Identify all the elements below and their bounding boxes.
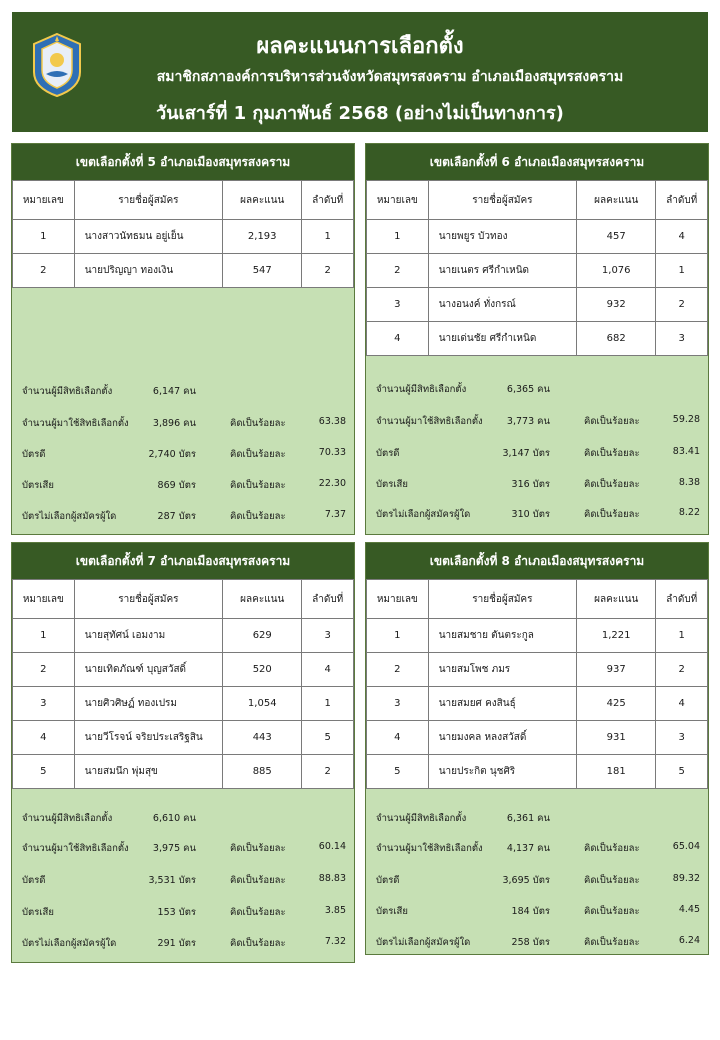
percent-label: คิดเป็นร้อยละ	[584, 416, 640, 427]
candidate-name: นายประกิต นุชศิริ	[428, 755, 576, 789]
candidate-table	[12, 579, 354, 789]
percent-label: คิดเป็นร้อยละ	[584, 843, 640, 854]
table-row	[367, 721, 708, 755]
summary-bad-row	[12, 905, 354, 921]
percent-label: คิดเป็นร้อยละ	[584, 448, 640, 459]
percent-label: คิดเป็นร้อยละ	[230, 875, 286, 886]
candidate-rank: 2	[302, 254, 354, 288]
summary-value: 6,610 คน	[152, 813, 196, 824]
col-score-header: ผลคะแนน	[223, 580, 302, 619]
summary-novote-row	[366, 507, 708, 523]
percent-label: คิดเป็นร้อยละ	[230, 449, 286, 460]
table-row	[13, 220, 354, 254]
candidate-rank: 3	[656, 721, 708, 755]
table-row	[13, 721, 354, 755]
summary-bad-row	[366, 904, 708, 920]
summary-label: บัตรไม่เลือกผู้สมัครผู้ใด	[22, 511, 117, 522]
candidate-rank: 3	[302, 619, 354, 653]
candidate-no: 3	[367, 288, 429, 322]
summary-novote-row	[366, 935, 708, 951]
col-score-header: ผลคะแนน	[577, 580, 656, 619]
candidate-no: 2	[13, 653, 75, 687]
table-row	[367, 288, 708, 322]
summary-value: 184 บัตร	[511, 906, 550, 917]
candidate-table	[12, 180, 354, 288]
candidate-name: นายเนตร ศรีกำเหนิด	[428, 254, 576, 288]
candidate-no: 4	[13, 721, 75, 755]
percent-label: คิดเป็นร้อยละ	[230, 511, 286, 522]
candidate-no: 4	[367, 322, 429, 356]
col-no-header: หมายเลข	[367, 181, 429, 220]
summary-label: บัตรไม่เลือกผู้สมัครผู้ใด	[376, 509, 471, 520]
summary-label: บัตรไม่เลือกผู้สมัครผู้ใด	[376, 937, 471, 948]
candidate-table	[366, 579, 708, 789]
percent-value: 70.33	[318, 447, 346, 458]
summary-label: บัตรดี	[376, 875, 400, 886]
candidate-score: 937	[577, 653, 656, 687]
col-rank-header: ลำดับที่	[656, 580, 708, 619]
candidate-name: นายสมชาย ตันตระกูล	[428, 619, 576, 653]
candidate-score: 547	[223, 254, 302, 288]
summary-value: 291 บัตร	[157, 938, 196, 949]
candidate-rank: 4	[656, 687, 708, 721]
summary-voters-row	[366, 414, 708, 430]
candidate-rank: 1	[302, 687, 354, 721]
percent-value: 8.22	[678, 507, 700, 518]
percent-value: 60.14	[318, 841, 346, 852]
table-row	[367, 322, 708, 356]
summary-value: 3,147 บัตร	[502, 448, 550, 459]
candidate-score: 885	[223, 755, 302, 789]
candidate-name: นางสาวนัทธมน อยู่เย็น	[74, 220, 222, 254]
summary-good-row	[12, 873, 354, 889]
table-row	[367, 220, 708, 254]
candidate-no: 3	[367, 687, 429, 721]
summary-value: 6,365 คน	[506, 384, 550, 395]
table-row	[367, 619, 708, 653]
candidate-rank: 2	[302, 755, 354, 789]
summary-label: บัตรเสีย	[376, 479, 408, 490]
candidate-score: 931	[577, 721, 656, 755]
percent-value: 6.24	[678, 935, 700, 946]
candidate-rank: 2	[656, 288, 708, 322]
district-8-panel	[365, 542, 709, 955]
percent-label: คิดเป็นร้อยละ	[584, 509, 640, 520]
candidate-name: นายมงคล หลงสวัสดิ์	[428, 721, 576, 755]
percent-value: 63.38	[318, 416, 346, 427]
page-header	[12, 12, 708, 132]
percent-label: คิดเป็นร้อยละ	[230, 843, 286, 854]
election-date: วันเสาร์ที่ 1 กุมภาพันธ์ 2568 (อย่างไม่เป็นทางการ)	[156, 103, 564, 124]
summary-label: จำนวนผู้มีสิทธิเลือกตั้ง	[22, 813, 113, 824]
summary-value: 3,773 คน	[506, 416, 550, 427]
candidate-name: นายสมยศ คงสินธุ์	[428, 687, 576, 721]
table-row	[13, 653, 354, 687]
candidate-name: นายศิวศิษฏ์ ทองเปรม	[74, 687, 222, 721]
candidate-no: 1	[367, 220, 429, 254]
percent-label: คิดเป็นร้อยละ	[230, 938, 286, 949]
candidate-rank: 5	[302, 721, 354, 755]
candidate-name: นายเด่นชัย ศรีกำเหนิด	[428, 322, 576, 356]
col-name-header: รายชื่อผู้สมัคร	[74, 580, 222, 619]
percent-value: 7.32	[324, 936, 346, 947]
candidate-score: 682	[577, 322, 656, 356]
summary-eligible-row	[12, 384, 354, 400]
summary-label: บัตรเสีย	[376, 906, 408, 917]
table-row	[13, 254, 354, 288]
candidate-name: นายสมนึก พุ่มสุข	[74, 755, 222, 789]
summary-label: จำนวนผู้มาใช้สิทธิเลือกตั้ง	[22, 843, 129, 854]
summary-value: 3,975 คน	[152, 843, 196, 854]
summary-bad-row	[12, 478, 354, 494]
summary-value: 3,531 บัตร	[148, 875, 196, 886]
summary-label: จำนวนผู้มาใช้สิทธิเลือกตั้ง	[376, 843, 483, 854]
summary-novote-row	[12, 936, 354, 952]
table-row	[367, 687, 708, 721]
col-rank-header: ลำดับที่	[302, 181, 354, 220]
table-row	[367, 254, 708, 288]
candidate-no: 4	[367, 721, 429, 755]
summary-eligible-row	[366, 382, 708, 398]
summary-label: จำนวนผู้มาใช้สิทธิเลือกตั้ง	[376, 416, 483, 427]
summary-value: 6,361 คน	[506, 813, 550, 824]
candidate-name: นายวีโรจน์ จริยประเสริฐสิน	[74, 721, 222, 755]
table-row	[13, 755, 354, 789]
col-score-header: ผลคะแนน	[223, 181, 302, 220]
col-no-header: หมายเลข	[13, 181, 75, 220]
candidate-no: 2	[367, 254, 429, 288]
table-header-row	[13, 580, 354, 619]
summary-label: บัตรเสีย	[22, 480, 54, 491]
table-row	[13, 619, 354, 653]
district-7-panel	[11, 542, 355, 963]
district-title: เขตเลือกตั้งที่ 7 อำเภอเมืองสมุทรสงคราม	[12, 543, 354, 579]
candidate-score: 1,221	[577, 619, 656, 653]
candidate-no: 2	[13, 254, 75, 288]
percent-value: 4.45	[678, 904, 700, 915]
percent-label: คิดเป็นร้อยละ	[584, 906, 640, 917]
col-no-header: หมายเลข	[367, 580, 429, 619]
candidate-score: 1,076	[577, 254, 656, 288]
candidate-rank: 4	[656, 220, 708, 254]
percent-label: คิดเป็นร้อยละ	[584, 937, 640, 948]
candidate-score: 2,193	[223, 220, 302, 254]
summary-label: บัตรดี	[22, 875, 46, 886]
percent-label: คิดเป็นร้อยละ	[230, 480, 286, 491]
table-header-row	[13, 181, 354, 220]
candidate-rank: 1	[656, 254, 708, 288]
percent-label: คิดเป็นร้อยละ	[584, 875, 640, 886]
candidate-no: 1	[13, 220, 75, 254]
candidate-name: นายปริญญา ทองเงิน	[74, 254, 222, 288]
candidate-rank: 1	[302, 220, 354, 254]
col-name-header: รายชื่อผู้สมัคร	[74, 181, 222, 220]
summary-good-row	[366, 446, 708, 462]
candidate-score: 425	[577, 687, 656, 721]
summary-label: บัตรเสีย	[22, 907, 54, 918]
summary-label: จำนวนผู้มาใช้สิทธิเลือกตั้ง	[22, 418, 129, 429]
candidate-no: 1	[13, 619, 75, 653]
candidate-score: 181	[577, 755, 656, 789]
summary-value: 869 บัตร	[157, 480, 196, 491]
candidate-score: 1,054	[223, 687, 302, 721]
col-rank-header: ลำดับที่	[656, 181, 708, 220]
percent-value: 3.85	[324, 905, 346, 916]
candidate-no: 2	[367, 653, 429, 687]
table-header-row	[367, 580, 708, 619]
table-row	[13, 687, 354, 721]
percent-value: 83.41	[672, 446, 700, 457]
summary-label: จำนวนผู้มีสิทธิเลือกตั้ง	[376, 384, 467, 395]
col-score-header: ผลคะแนน	[577, 181, 656, 220]
summary-value: 153 บัตร	[157, 907, 196, 918]
summary-voters-row	[12, 416, 354, 432]
percent-value: 65.04	[672, 841, 700, 852]
percent-value: 89.32	[672, 873, 700, 884]
summary-value: 4,137 คน	[506, 843, 550, 854]
col-rank-header: ลำดับที่	[302, 580, 354, 619]
percent-label: คิดเป็นร้อยละ	[584, 479, 640, 490]
percent-label: คิดเป็นร้อยละ	[230, 907, 286, 918]
candidate-table	[366, 180, 708, 356]
summary-value: 3,695 บัตร	[502, 875, 550, 886]
candidate-score: 932	[577, 288, 656, 322]
candidate-score: 629	[223, 619, 302, 653]
candidate-name: นางอนงค์ ทั่งกรณ์	[428, 288, 576, 322]
summary-value: 310 บัตร	[511, 509, 550, 520]
candidate-no: 3	[13, 687, 75, 721]
summary-voters-row	[12, 841, 354, 857]
summary-label: บัตรดี	[376, 448, 400, 459]
table-header-row	[367, 181, 708, 220]
summary-bad-row	[366, 477, 708, 493]
percent-value: 59.28	[672, 414, 700, 425]
summary-label: บัตรไม่เลือกผู้สมัครผู้ใด	[22, 938, 117, 949]
candidate-name: นายพยูร บัวทอง	[428, 220, 576, 254]
district-5-panel	[11, 143, 355, 535]
col-name-header: รายชื่อผู้สมัคร	[428, 580, 576, 619]
table-row	[367, 755, 708, 789]
summary-voters-row	[366, 841, 708, 857]
candidate-rank: 4	[302, 653, 354, 687]
summary-good-row	[366, 873, 708, 889]
summary-value: 287 บัตร	[157, 511, 196, 522]
candidate-name: นายสุทัศน์ เอมงาม	[74, 619, 222, 653]
district-title: เขตเลือกตั้งที่ 6 อำเภอเมืองสมุทรสงคราม	[366, 144, 708, 180]
district-title: เขตเลือกตั้งที่ 8 อำเภอเมืองสมุทรสงคราม	[366, 543, 708, 579]
summary-eligible-row	[12, 811, 354, 827]
candidate-name: นายสมโพช ภมร	[428, 653, 576, 687]
district-6-panel	[365, 143, 709, 535]
district-title: เขตเลือกตั้งที่ 5 อำเภอเมืองสมุทรสงคราม	[12, 144, 354, 180]
candidate-score: 443	[223, 721, 302, 755]
col-name-header: รายชื่อผู้สมัคร	[428, 181, 576, 220]
candidate-score: 457	[577, 220, 656, 254]
summary-value: 6,147 คน	[152, 386, 196, 397]
percent-value: 8.38	[678, 477, 700, 488]
candidate-name: นายเทิดภัณฑ์ บุญสวัสดิ์	[74, 653, 222, 687]
candidate-rank: 1	[656, 619, 708, 653]
summary-value: 258 บัตร	[511, 937, 550, 948]
summary-value: 3,896 คน	[152, 418, 196, 429]
summary-label: บัตรดี	[22, 449, 46, 460]
percent-value: 7.37	[324, 509, 346, 520]
summary-label: จำนวนผู้มีสิทธิเลือกตั้ง	[22, 386, 113, 397]
candidate-score: 520	[223, 653, 302, 687]
percent-value: 22.30	[318, 478, 346, 489]
page-title: ผลคะแนนการเลือกตั้ง	[256, 34, 464, 59]
summary-eligible-row	[366, 811, 708, 827]
candidate-no: 5	[13, 755, 75, 789]
page-subtitle: สมาชิกสภาองค์การบริหารส่วนจังหวัดสมุทรสงคราม อำเภอเมืองสมุทรสงคราม	[156, 69, 624, 85]
candidate-rank: 5	[656, 755, 708, 789]
candidate-no: 5	[367, 755, 429, 789]
candidate-rank: 2	[656, 653, 708, 687]
summary-value: 2,740 บัตร	[148, 449, 196, 460]
table-row	[367, 653, 708, 687]
percent-label: คิดเป็นร้อยละ	[230, 418, 286, 429]
summary-label: จำนวนผู้มีสิทธิเลือกตั้ง	[376, 813, 467, 824]
summary-good-row	[12, 447, 354, 463]
candidate-no: 1	[367, 619, 429, 653]
summary-novote-row	[12, 509, 354, 525]
candidate-rank: 3	[656, 322, 708, 356]
summary-value: 316 บัตร	[511, 479, 550, 490]
col-no-header: หมายเลข	[13, 580, 75, 619]
percent-value: 88.83	[318, 873, 346, 884]
